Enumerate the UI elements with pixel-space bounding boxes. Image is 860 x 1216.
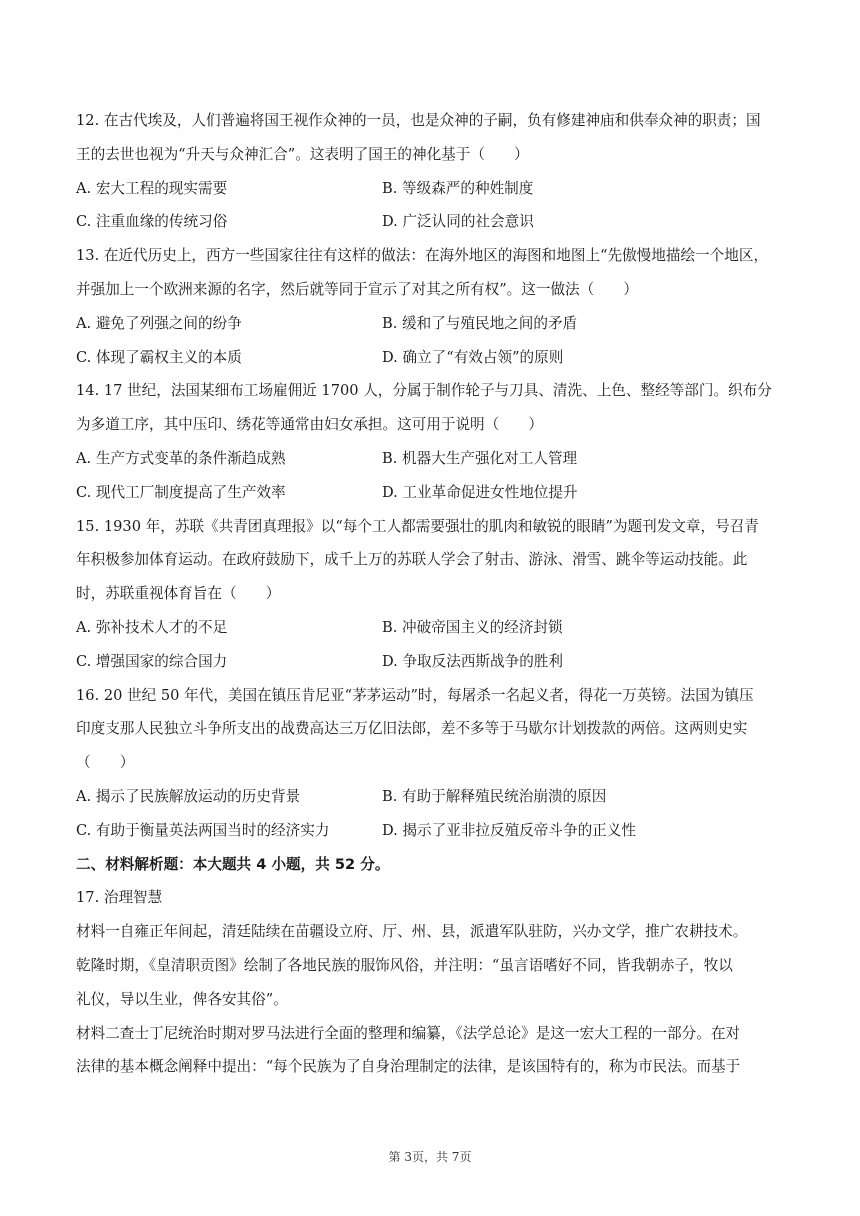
options-row bbox=[76, 341, 788, 375]
exam-page bbox=[76, 104, 788, 1084]
option-b: B. 有助于解释殖民统治崩溃的原因 bbox=[382, 787, 607, 805]
option-a: A. 避免了列强之间的纷争 bbox=[76, 314, 242, 332]
question-12 bbox=[76, 104, 788, 239]
option-b: B. 机器大生产强化对工人管理 bbox=[382, 449, 578, 467]
material-text: 法律的基本概念阐释中提出：“每个民族为了自身治理制定的法律，是该国特有的，称为市民法。而基于 bbox=[76, 1058, 741, 1076]
options-row bbox=[76, 307, 788, 341]
option-d: D. 工业革命促进女性地位提升 bbox=[382, 483, 578, 501]
question-text: 时，苏联重视体育旨在（ ） bbox=[76, 585, 281, 603]
question-title: 17. 治理智慧 bbox=[76, 889, 163, 907]
question-15 bbox=[76, 510, 788, 679]
option-c: C. 现代工厂制度提高了生产效率 bbox=[76, 483, 286, 501]
question-17 bbox=[76, 881, 788, 1084]
question-text: 为多道工序，其中压印、绣花等通常由妇女承担。这可用于说明（ ） bbox=[76, 416, 544, 434]
material-text: 乾隆时期，《皇清职贡图》绘制了各地民族的服饰风俗，并注明：“虽言语嗜好不同，皆我朝赤子，牧以 bbox=[76, 956, 733, 974]
options-row bbox=[76, 172, 788, 206]
question-text: 15. 1930 年，苏联《共青团真理报》以“每个工人都需要强壮的肌肉和敏锐的眼睛”为题刊发文章，号召青 bbox=[76, 517, 759, 535]
option-c: C. 有助于衡量英法两国当时的经济实力 bbox=[76, 821, 330, 839]
option-d: D. 广泛认同的社会意识 bbox=[382, 213, 534, 231]
material-text: 材料二查士丁尼统治时期对罗马法进行全面的整理和编纂，《法学总论》是这一宏大工程的一部分。在对 bbox=[76, 1024, 741, 1042]
material-text: 礼仪，导以生业，俾各安其俗”。 bbox=[76, 990, 288, 1008]
option-b: B. 等级森严的种姓制度 bbox=[382, 179, 534, 197]
options-row bbox=[76, 442, 788, 476]
question-text: 12. 在古代埃及，人们普遍将国王视作众神的一员，也是众神的子嗣，负有修建神庙和供奉众神的职责；国 bbox=[76, 112, 761, 129]
options-row bbox=[76, 205, 788, 239]
option-a: A. 宏大工程的现实需要 bbox=[76, 179, 228, 197]
question-text: 14. 17 世纪，法国某细布工场雇佣近 1700 人，分属于制作轮子与刀具、清洗、上色、整经等部门。织布分 bbox=[76, 382, 772, 400]
question-text: 13. 在近代历史上，西方一些国家往往有这样的做法：在海外地区的海图和地图上“先傲慢地描绘一个地区， bbox=[76, 247, 769, 265]
question-13 bbox=[76, 239, 788, 374]
option-d: D. 揭示了亚非拉反殖反帝斗争的正义性 bbox=[382, 821, 636, 839]
option-b: B. 冲破帝国主义的经济封锁 bbox=[382, 618, 563, 636]
question-text: （ ） bbox=[76, 754, 135, 772]
section-heading: 二、材料解析题：本大题共 4 小题，共 52 分。 bbox=[76, 855, 390, 873]
question-text: 王的去世也视为“升天与众神汇合”。这表明了国王的神化基于（ ） bbox=[76, 145, 529, 163]
options-row bbox=[76, 780, 788, 814]
question-text: 并强加上一个欧洲来源的名字，然后就等同于宣示了对其之所有权”。这一做法（ ） bbox=[76, 280, 639, 298]
options-row bbox=[76, 645, 788, 679]
material-text: 材料一自雍正年间起，清廷陆续在苗疆设立府、厅、州、县，派遣军队驻防，兴办文学，推广农耕技术。 bbox=[76, 923, 748, 941]
option-c: C. 体现了霸权主义的本质 bbox=[76, 348, 242, 366]
option-d: D. 确立了“有效占领”的原则 bbox=[382, 348, 564, 366]
question-text: 印度支那人民独立斗争所支出的战费高达三万亿旧法郎，差不多等于马歇尔计划拨款的两倍。这两则史实 bbox=[76, 720, 748, 738]
options-row bbox=[76, 476, 788, 510]
question-text: 16. 20 世纪 50 年代，美国在镇压肯尼亚“茅茅运动”时，每屠杀一名起义者，得花一万英镑。法国为镇压 bbox=[76, 686, 754, 704]
option-a: A. 揭示了民族解放运动的历史背景 bbox=[76, 787, 301, 805]
page-footer: 第 3页，共 7页 bbox=[388, 1150, 472, 1164]
question-14 bbox=[76, 374, 788, 509]
option-c: C. 注重血缘的传统习俗 bbox=[76, 213, 228, 231]
option-a: A. 弥补技术人才的不足 bbox=[76, 618, 228, 636]
option-c: C. 增强国家的综合国力 bbox=[76, 652, 228, 670]
question-text: 年积极参加体育运动。在政府鼓励下，成千上万的苏联人学会了射击、游泳、滑雪、跳伞等运动技能。此 bbox=[76, 551, 748, 569]
option-d: D. 争取反法西斯战争的胜利 bbox=[382, 652, 563, 670]
options-row bbox=[76, 814, 788, 848]
option-b: B. 缓和了与殖民地之间的矛盾 bbox=[382, 314, 578, 332]
question-16 bbox=[76, 679, 788, 848]
options-row bbox=[76, 611, 788, 645]
option-a: A. 生产方式变革的条件渐趋成熟 bbox=[76, 449, 286, 467]
